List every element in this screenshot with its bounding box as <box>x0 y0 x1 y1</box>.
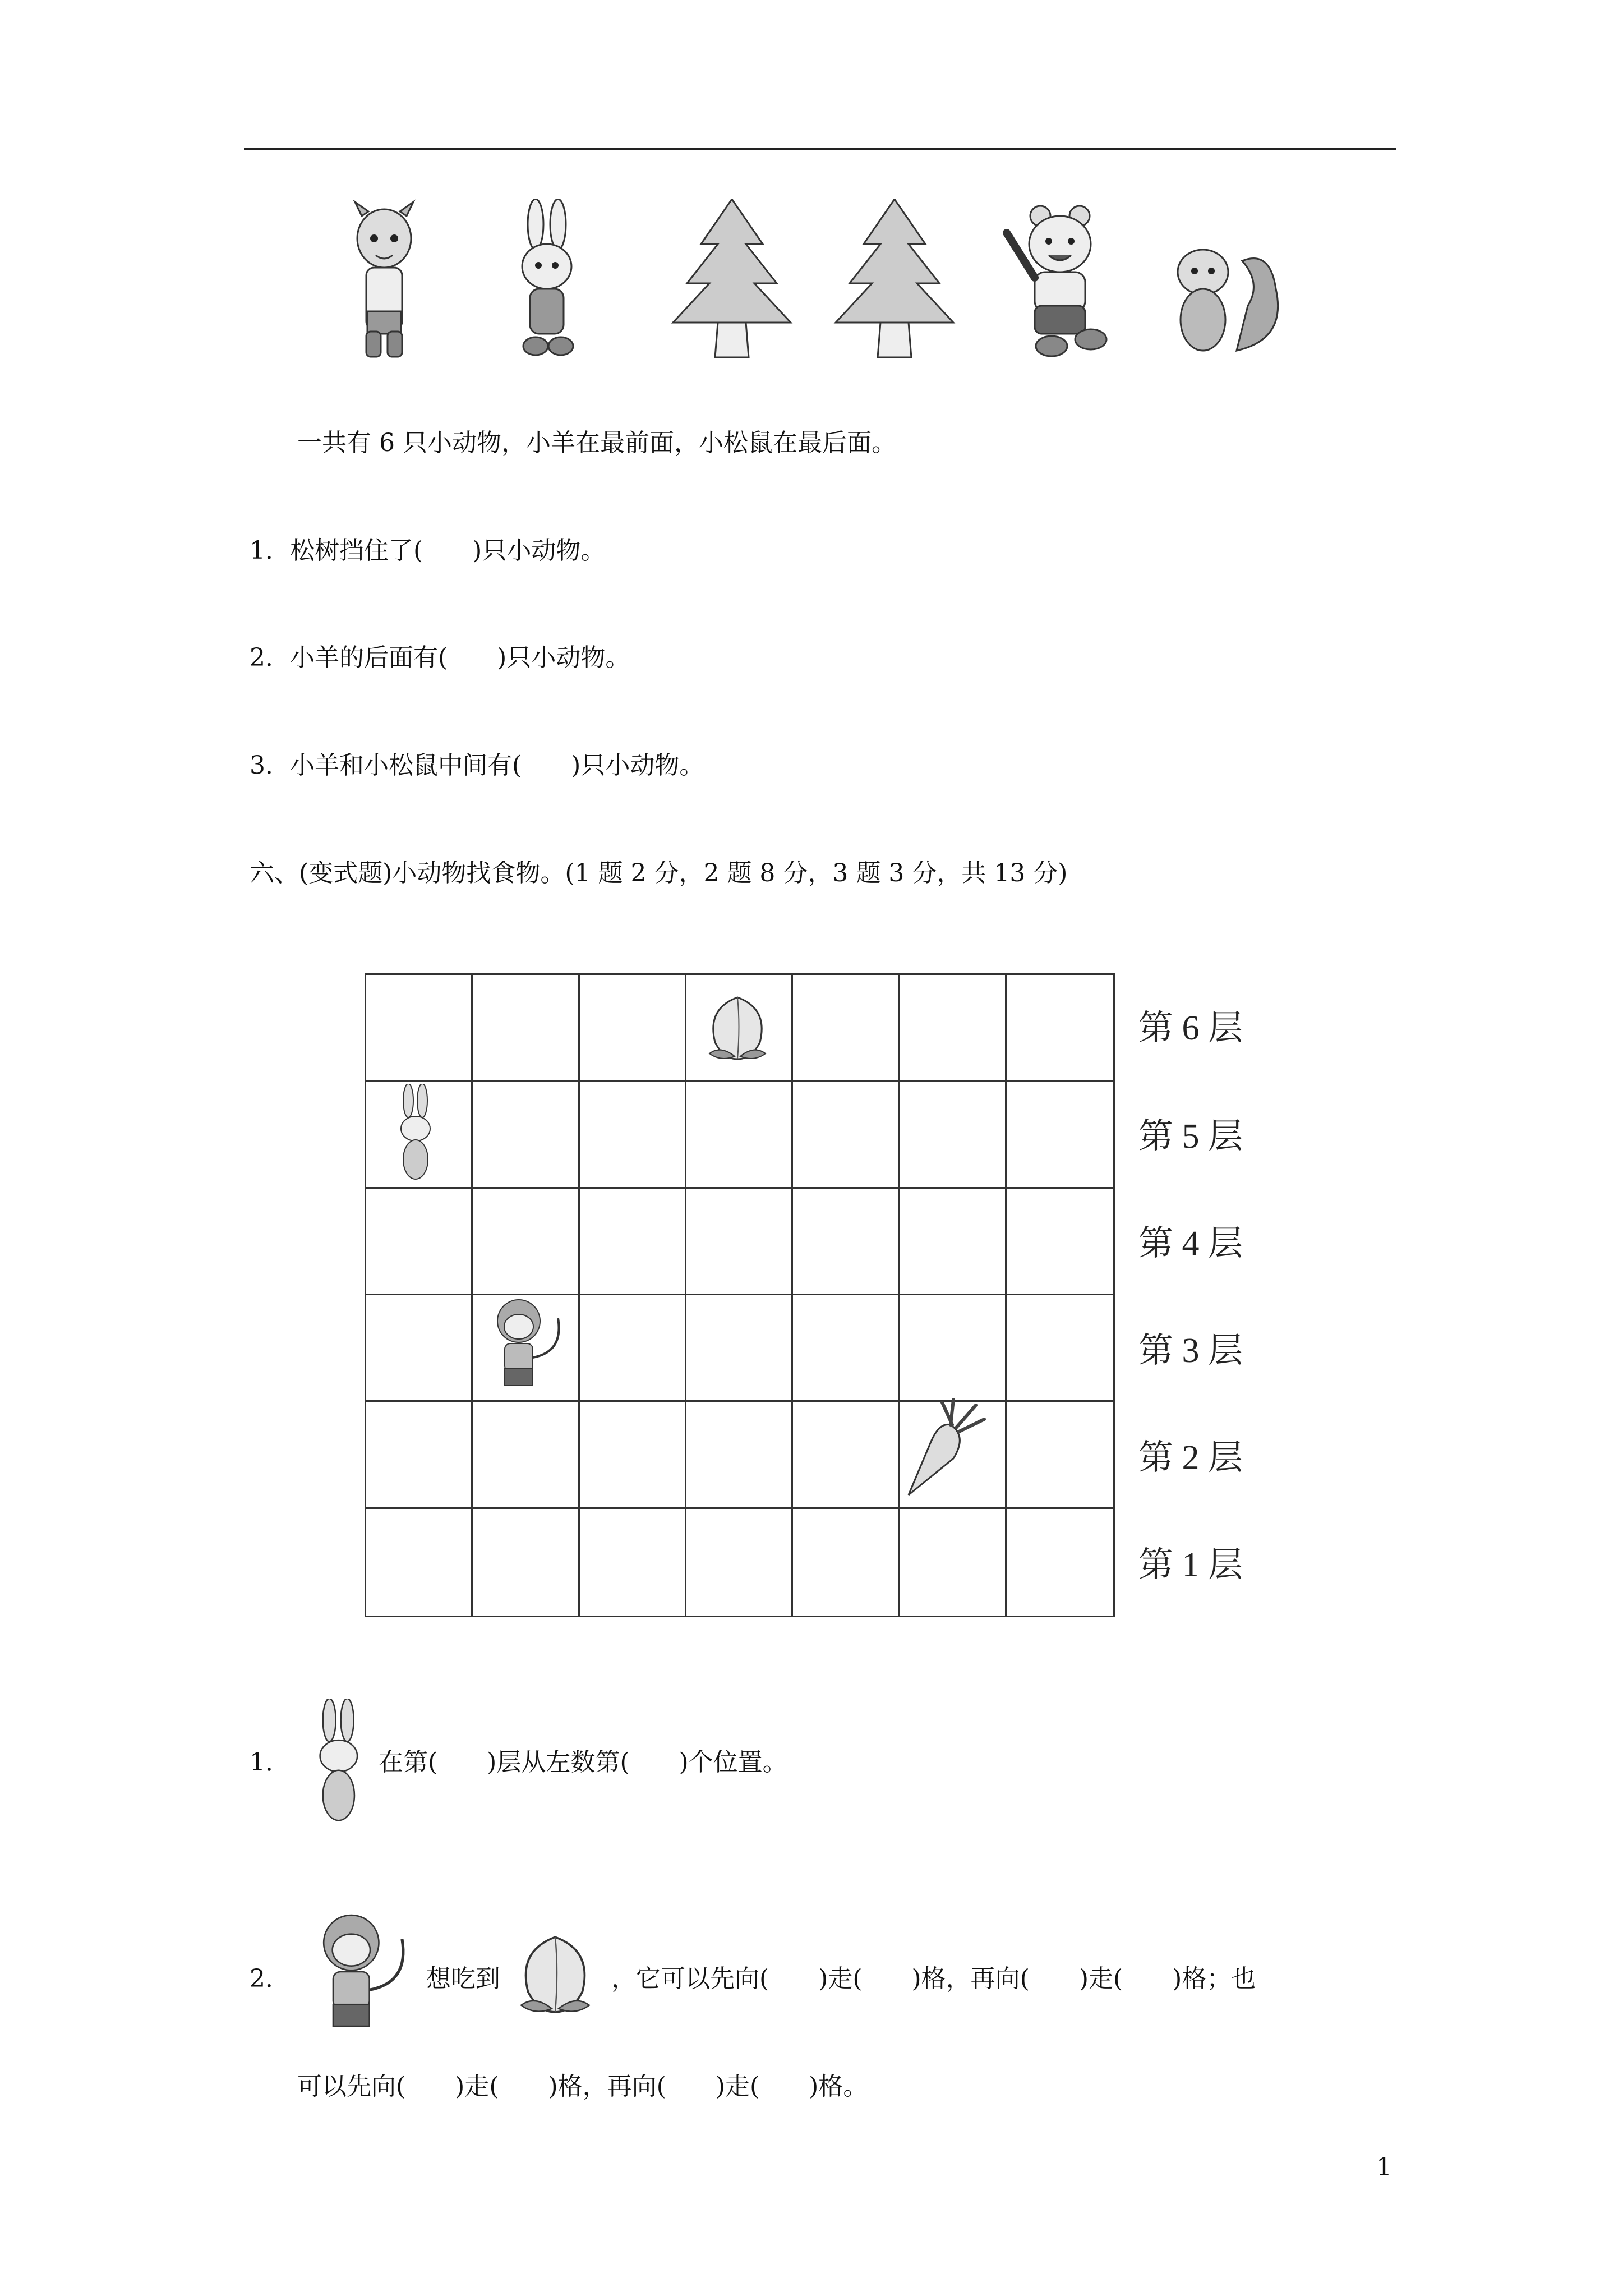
q2-part-a: 想吃到 <box>426 1964 500 1993</box>
intro-text: 一共有 6 只小动物，小羊在最前面，小松鼠在最后面。 <box>297 429 896 457</box>
peach-icon <box>508 1930 603 2019</box>
grid-cell <box>580 1295 686 1402</box>
grid-cell <box>580 1189 686 1295</box>
grid-cell <box>793 1082 900 1188</box>
grid-cell <box>686 1189 793 1295</box>
layer-label-5: 第 5 层 <box>1138 1117 1243 1156</box>
layer-label-2: 第 2 层 <box>1138 1439 1243 1477</box>
rabbit-icon <box>508 199 586 359</box>
grid-cell <box>793 1295 900 1402</box>
grid-cell <box>686 1509 793 1616</box>
grid-cell <box>473 1189 579 1295</box>
grid-cell <box>366 1402 473 1508</box>
pine-tree-icon <box>830 199 959 359</box>
q1-number: 1． <box>250 1748 290 1777</box>
grid-cell <box>686 1082 793 1188</box>
food-grid <box>365 973 1115 1617</box>
grid-cell <box>900 1082 1006 1188</box>
goat-icon <box>345 199 423 359</box>
grid-cell <box>686 1295 793 1402</box>
grid-cell <box>580 1509 686 1616</box>
layer-label-4: 第 4 层 <box>1138 1225 1243 1263</box>
q2-part-b: ，它可以先向( )走( )格，再向( )走( )格；也 <box>611 1964 1256 1993</box>
grid-cell <box>900 1295 1006 1402</box>
q2-number: 2． <box>250 1964 290 1993</box>
grid-cell <box>900 1189 1006 1295</box>
grid-cell <box>580 1082 686 1188</box>
grid-cell <box>1007 1509 1113 1616</box>
layer-label-1: 第 1 层 <box>1138 1546 1243 1584</box>
bear-icon <box>995 199 1124 359</box>
rabbit-icon <box>389 1084 439 1185</box>
grid-cell <box>793 1509 900 1616</box>
grid-cell <box>473 1509 579 1616</box>
layer-label-6: 第 6 层 <box>1138 1009 1243 1047</box>
grid-cell <box>366 1509 473 1616</box>
rabbit-icon <box>294 1699 379 1828</box>
q2-line2: 可以先向( )走( )格，再向( )走( )格。 <box>297 2072 868 2101</box>
grid-cell <box>900 975 1006 1082</box>
grid-cell <box>793 1189 900 1295</box>
grid-cell <box>793 975 900 1082</box>
squirrel-icon <box>1164 238 1287 359</box>
layer-label-3: 第 3 层 <box>1138 1332 1243 1370</box>
section-6-title: 六、(变式题)小动物找食物。(1 题 2 分，2 题 8 分，3 题 3 分，共 13 分) <box>250 859 1068 887</box>
pine-tree-icon <box>667 199 796 359</box>
peach-icon <box>698 992 777 1065</box>
question-1: 1．松树挡住了( )只小动物。 <box>250 536 606 565</box>
grid-cell <box>1007 1295 1113 1402</box>
header-rule <box>244 148 1396 150</box>
grid-cell <box>1007 975 1113 1082</box>
grid-cell <box>900 1509 1006 1616</box>
carrot-icon <box>897 1397 987 1498</box>
grid-cell <box>580 975 686 1082</box>
question-2: 2．小羊的后面有( )只小动物。 <box>250 643 630 672</box>
page-number: 1 <box>1376 2153 1392 2182</box>
question-3: 3．小羊和小松鼠中间有( )只小动物。 <box>250 751 704 780</box>
grid-cell <box>580 1402 686 1508</box>
grid-cell <box>1007 1082 1113 1188</box>
monkey-icon <box>300 1910 421 2033</box>
grid-cell <box>1007 1189 1113 1295</box>
grid-cell <box>473 1402 579 1508</box>
monkey-icon <box>479 1296 572 1391</box>
grid-cell <box>366 1189 473 1295</box>
grid-cell <box>686 1402 793 1508</box>
grid-cell <box>1007 1402 1113 1508</box>
grid-cell <box>473 1082 579 1188</box>
q1-text: 在第( )层从左数第( )个位置。 <box>379 1748 787 1777</box>
grid-cell <box>473 975 579 1082</box>
grid-cell <box>793 1402 900 1508</box>
grid-cell <box>366 1295 473 1402</box>
grid-cell <box>366 975 473 1082</box>
animals-row <box>345 199 1287 367</box>
